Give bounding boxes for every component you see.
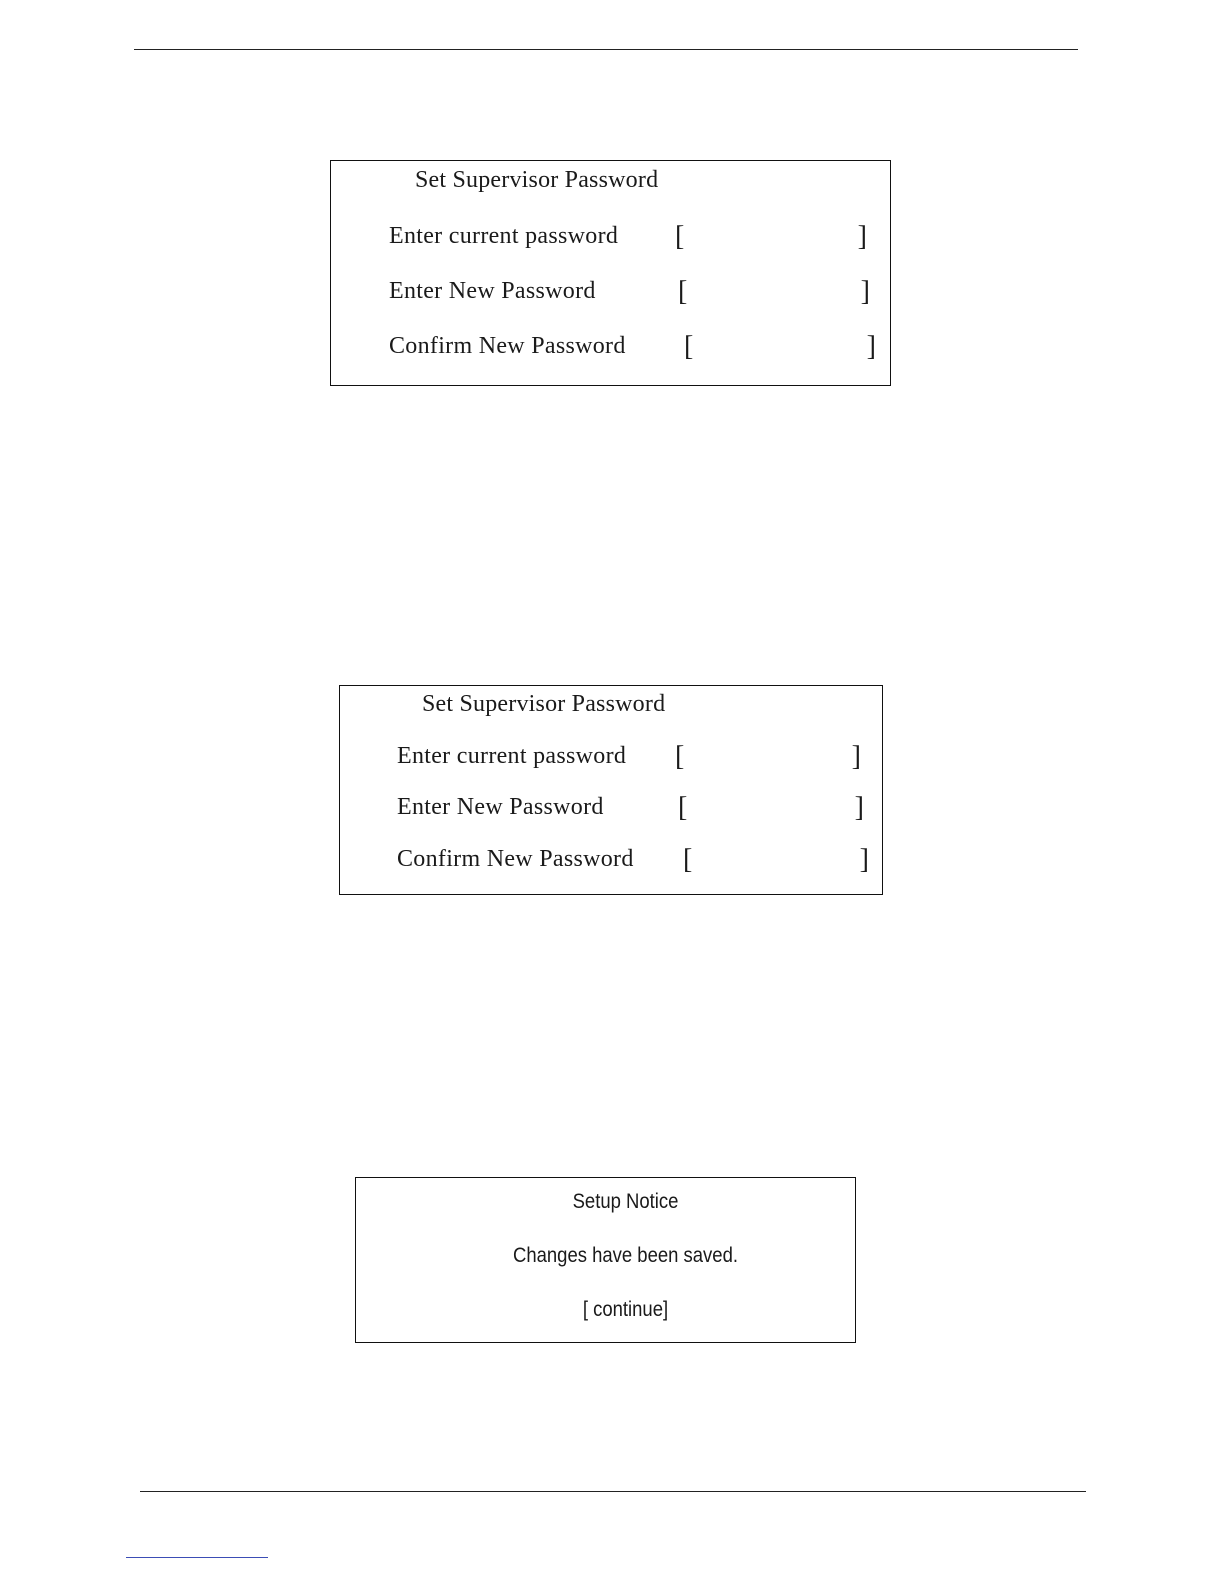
new-password-field[interactable] [678, 276, 870, 306]
new-password-field[interactable] [678, 792, 864, 822]
confirm-password-field[interactable] [683, 844, 869, 874]
close-bracket: ] [860, 276, 870, 307]
new-password-label: Enter New Password [397, 794, 604, 820]
current-password-field[interactable] [675, 221, 867, 251]
open-bracket: [ [683, 844, 693, 875]
confirm-password-field[interactable] [684, 331, 876, 361]
top-rule [134, 49, 1078, 50]
footer-link-underline[interactable] [126, 1557, 268, 1558]
open-bracket: [ [675, 221, 685, 252]
close-bracket: ] [857, 221, 867, 252]
open-bracket: [ [678, 276, 688, 307]
open-bracket: [ [684, 331, 694, 362]
notice-title: Setup Notice [572, 1190, 679, 1213]
close-bracket: ] [854, 792, 864, 823]
setup-notice-dialog [355, 1177, 856, 1343]
set-supervisor-password-dialog [339, 685, 883, 895]
close-bracket: ] [851, 741, 861, 772]
dialog-title: Set Supervisor Password [415, 167, 659, 193]
current-password-label: Enter current password [389, 223, 619, 249]
continue-label: continue [587, 1298, 663, 1321]
continue-close-bracket: ] [662, 1298, 669, 1321]
notice-message: Changes have been saved. [512, 1244, 739, 1267]
current-password-field[interactable] [675, 741, 861, 771]
current-password-label: Enter current password [397, 743, 627, 769]
open-bracket: [ [675, 741, 685, 772]
confirm-password-label: Confirm New Password [397, 846, 634, 872]
dialog-title: Set Supervisor Password [422, 691, 666, 717]
set-supervisor-password-dialog [330, 160, 891, 386]
continue-button[interactable] [406, 1298, 845, 1322]
open-bracket: [ [678, 792, 688, 823]
confirm-password-label: Confirm New Password [389, 333, 626, 359]
continue-open-bracket: [ [582, 1298, 588, 1321]
close-bracket: ] [859, 844, 869, 875]
close-bracket: ] [866, 331, 876, 362]
bottom-rule [140, 1491, 1086, 1492]
new-password-label: Enter New Password [389, 278, 596, 304]
